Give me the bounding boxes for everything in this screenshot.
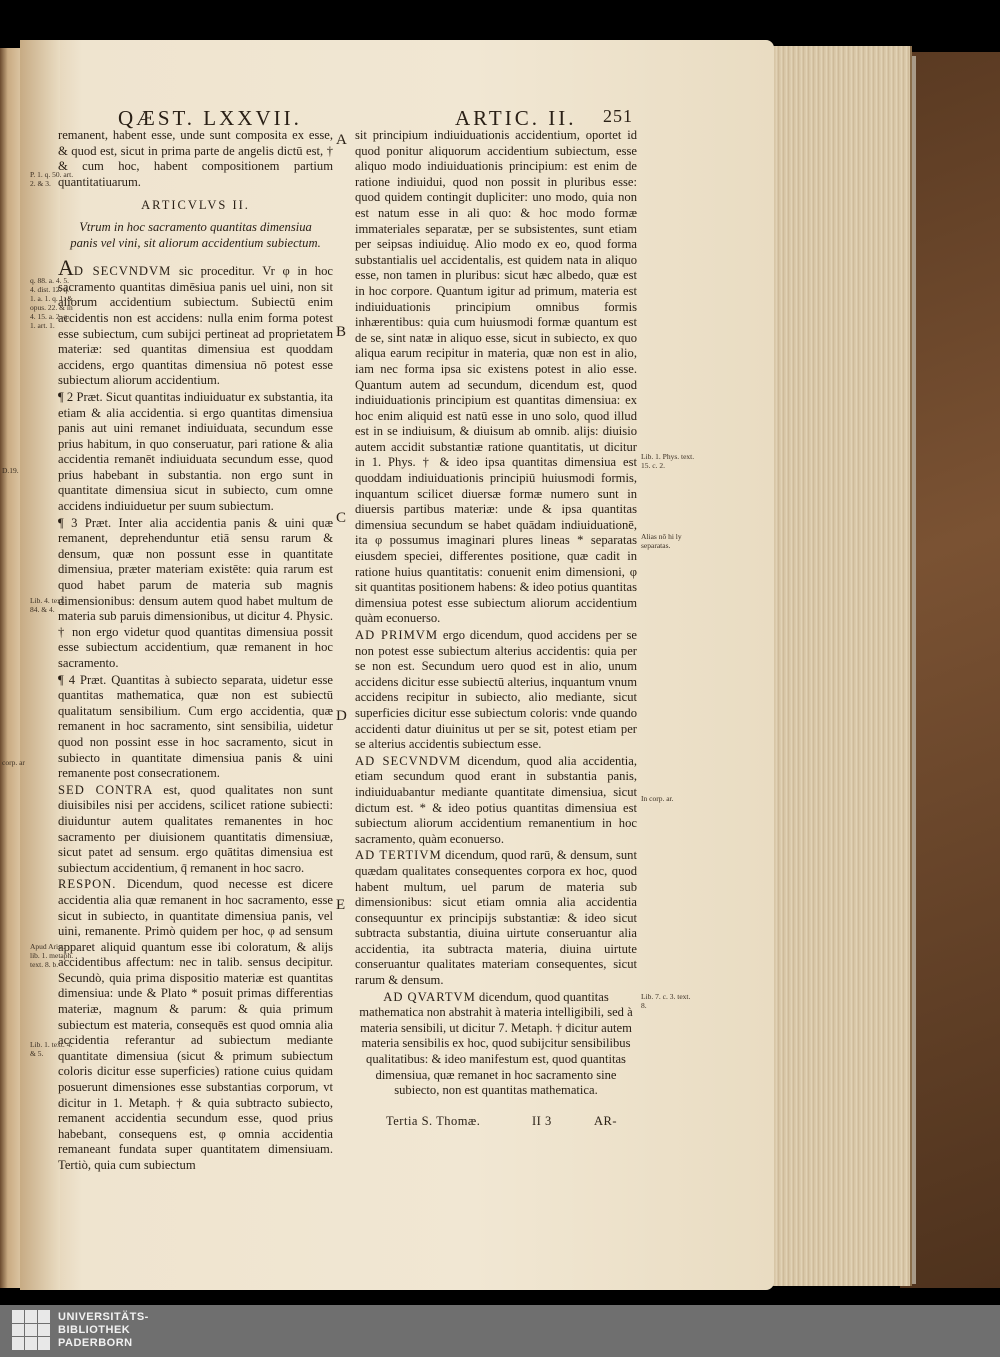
reply-1-label: AD PRIMVM [355, 628, 439, 642]
catchword: AR- [594, 1114, 618, 1128]
sliver-note: D.19. [2, 466, 19, 475]
right-text-column [355, 128, 637, 1100]
signature-line [386, 1114, 618, 1129]
objection-2: ¶ 2 Præt. Sicut quantitas indiuiduatur ex substantia, ita etiam & alia accidentia. si ergo quantitas dimensiua panis aut uini remanet indiuiduata, secundum esse prius habitum, in quo conseruatur, pari ratione & alia accidentia remanēt indiuiduata secundum esse, quod prius habebant in substantia. non ergo sunt in quantitate dimensiua sicut in subiecto, cum omne accidens indiuiduetur per suum subiectum. [58, 389, 333, 514]
reply-3-label: AD TERTIVM [355, 848, 442, 863]
initial-letter: A [58, 255, 74, 281]
margin-note: Alias nō hi ly separatas. [641, 532, 682, 550]
margin-note: Lib. 1. Phys. text. 15. c. 2. [641, 452, 695, 470]
book-title-footer: Tertia S. Thomæ. [386, 1114, 481, 1128]
margin-note: q. 88. a. 4. 5. 4. dist. 12. q. 1. a. 1. q. 1. & opus. 22. & in 4. 15. a. 2. q. 1. art. 1. [30, 276, 73, 330]
margin-note: Apud Arist. lib. 1. metaph. text. 8. b. [30, 942, 74, 969]
respondeo-text: Dicendum, quod necesse est dicere accidentia alia quæ remanent in hoc sacramento, esse sicut in subiecto, in quantitate dimensiua panis, vel uini, remanente. Primò quidem per hoc, φ ad sensum apparet aliquid quantum esse ibi coloratum, & alijs accidentibus affectum: nec in talib. sensus decipitur. Secundò, quia prima dispositio materiæ est quantitas dimensiua: unde & Plato * posuit primas differentias materiæ, magnum & parum: & quia primum subiectum est materia, consequēs est quod omnia alia accidentia referantur ad subiectum mediante quantitate dimensiua (sicut & primum subiectum coloris dicitur esse superficies) ratione cuius quidam posuerunt dimensiones esse substantias corporum, vt dicitur in 1. Metaph. † & quia subtracto subiecto, remanent accidentia secundum esse, quod prius habebant, consequens est, φ omnia accidentia remaneant fundata super quantitatem dimensiuam. Tertiò, quia cum subiectum [58, 877, 333, 1172]
section-letter: A [336, 132, 347, 148]
reply-3 [355, 848, 637, 988]
page-gutter [20, 40, 60, 1290]
objection-4: ¶ 4 Præt. Quantitas à subiecto separata, uidetur esse quantitas mathematica, quæ non est subiectū qualitatum sensibilium. Cum ergo accidentia, quæ remanent in hoc sacramento, sint sensibilia, uidetur quod non possint esse in hoc sacramento, sicut in subiecto in quantitate dimensiua panis & uini remanente post consecrationem. [58, 672, 333, 781]
reply-2-text: dicendum, quod alia accidentia, etiam secundum quod erant in substantia panis, indiuiduabantur mediante quantitate dimensiua, sicut dictum est. * & ideo potius quantitas dimensiua est subiectum aliorum accidentium remanentium in hoc sacramento, quàm econuerso. [355, 753, 637, 846]
logo-line-1: UNIVERSITÄTS- [58, 1310, 149, 1323]
logo-line-2: BIBLIOTHEK [58, 1323, 131, 1336]
reply-2-label: AD SECVNDVM [355, 753, 462, 768]
section-letter: B [336, 324, 347, 340]
library-logo-icon [12, 1310, 50, 1350]
folio-number: 251 [603, 106, 633, 126]
incipit-paragraph [58, 255, 334, 389]
library-logo [12, 1310, 149, 1350]
margin-note: Lib. 1. text. 4. & 5. [30, 1040, 73, 1058]
incipit-text: sic proceditur. Vr φ in hoc sacramento quantitas dimēsiua panis uel uini, non sit aliorum accidentium subiectum. Subiectū enim accidentis non est accidens: nulla enim forma potest esse subiectum, cum subijci pertineat ad proprietatem materiæ: sed quantitas dimensiua est quoddam accidens, ergo quantitas dimensiua nō potest esse subiectum aliorum accidentium. [58, 264, 334, 388]
reply-4-text: dicendum, quod quantitas mathematica non abstrahit à materia intelligibili, sed à materia sensibili, ut dicitur 7. Metaph. † dicitur autem materia sensibilis ex hoc, quod subijcitur sensibilibus qualitatibus: & ideo manifestum est, quod quantitas dimensiua, quæ remanet in hoc sacramento sine subiecto, non est quantitas mathematica. [359, 989, 633, 1098]
reply-1 [355, 628, 637, 753]
section-letter: C [336, 510, 347, 526]
reply-2 [355, 754, 637, 848]
margin-note: P. 1. q. 50. art. 2. & 3. [30, 170, 74, 188]
margin-note: Lib. 4. text. 84. & 4. [30, 596, 65, 614]
reply-4-label: AD QVARTVM [383, 989, 476, 1004]
logo-line-3: PADERBORN [58, 1336, 133, 1349]
sed-contra-label: SED CONTRA [58, 782, 154, 797]
sed-contra-paragraph [58, 783, 333, 877]
sed-contra-text: est, quod qualitates non sunt diuisibiles nisi per accidens, scilicet ratione subiecti: diuiduntur autem qualitates remanentes in hoc sacramento per diuisionem quantitatis dimensiuæ, sicut patet ad sensum. ergo quātitas dimensiua est subiectum accidentium, q̄ remanent in hoc sacro. [58, 782, 334, 875]
reply-1-text: ergo dicendum, quod accidens per se non potest esse subiectum alterius accidentis: quia per se non est. Secundum uero quod est in alio, unum accidens dicitur esse subiectū alterius, inquantum vnum accidens recipitur in subiecto, alio mediante, sicut superficies dicitur esse subiectum coloris: vnde quando accidenti datur diuinitus ut per se sit, potest etiam per se alterius accidentis subiectum esse. [355, 628, 637, 752]
page-block-edge [760, 46, 912, 1286]
margin-note: Lib. 7. c. 3. text. 8. [641, 992, 691, 1010]
objection-3: ¶ 3 Præt. Inter alia accidentia panis & uini quæ remanent, deprehenduntur etiā sensu rarum & densum, quæ non possunt esse in quantitate dimensiua, præter materiam existēte: quia rarum est quod habet parum de materia sub magnis dimensionibus: densum autem quod habet multum de materia sub paruis dimensionibus, ut dicitur 4. Physic. † non ergo videtur quod quantitas dimensiua possit esse subiectum accidentium, quæ remanent in hoc sacramento. [58, 515, 333, 670]
left-text-column [58, 128, 333, 1175]
section-letter: E [336, 897, 346, 913]
library-logo-text [58, 1311, 149, 1350]
signature-mark: II 3 [532, 1114, 552, 1128]
running-head-left: QÆST. LXXVII. [118, 106, 302, 130]
library-footer [0, 1305, 1000, 1357]
respondeo-paragraph [58, 877, 333, 1173]
reply-3-text: dicendum, quod rarū, & densum, sunt quædam qualitates consequentes corpora ex hoc, quod habent multum, uel parum de materia sub dimensionibus: sicut etiam omnia alia accidentia consequuntur ex principijs substantiæ: & ideo sicut subtracta substantia, diuina uirtute conseruantur alia accidentia, ita subtracta materia, diuina uirtute conseruantur qualitates materiam consequentes, sicut rarum & densum. [355, 848, 637, 988]
respondeo-label: RESPON. [58, 877, 117, 892]
sliver-note: corp. ar [2, 758, 25, 767]
article-question: Vtrum in hoc sacramento quantitas dimensiua panis vel vini, sit aliorum accidentium subiectum. [70, 219, 321, 250]
margin-note: In corp. ar. [641, 794, 674, 803]
opening-paragraph: remanent, habent esse, unde sunt composita ex esse, & quod est, sicut in prima parte de angelis dictū est, † & cum hoc, habent compositionem partium quantitatiuarum. [58, 128, 333, 189]
article-title: ARTICVLVS II. [141, 198, 250, 213]
reply-4 [355, 990, 637, 1099]
running-head-right: ARTIC. II. [455, 106, 577, 130]
section-letter: D [336, 708, 347, 724]
respondeo-continuation: sit principium indiuiduationis accidentium, oportet id quod ponitur aliquorum accidentium subiectum, esse aliquo modo indiuiduationis principium: est enim de ratione indiuidui, quod non possit in pluribus esse: quod quidem contingit dupliciter: uno modo, quia non est natum esse in ali quo: & hoc modo formæ immateriales separatæ, per se subsistentes, sunt etiam per seipsas indiuiduę. Alio modo ex eo, quod forma substantialis uel accidentalis, est quidem nata in aliquo esse, non tamen in pluribus: sicut hæc albedo, quæ est in hoc corpore. Quantum igitur ad primum, materia est indiuiduationis principium omnibus formis inhærentibus: quia cum huiusmodi formæ quantum est de se, sint natæ in aliquo esse, sicut in subiecto, ex quo aliqua earum recipitur in materia, quæ non est in alio, iam nec forma ipsa sic existens potest in alio esse. Quantum autem ad secundum, dicendum est, quod indiuiduationis principium est quantitas dimensiua: ex hoc enim aliquid est natū esse in uno solo, quod illud est in se indiuisum, & diuisum ab omnib. alijs: diuisio autem accidit substantiæ ratione quantitatis, ut dicitur in 1. Phys. † & ideo ipsa quantitas dimensiua est quoddam indiuiduationis principiū huiusmodi formis, inquantum scilicet diuersæ formæ numero sunt in diuersis partibus materiæ: unde & ipsa quantitas dimensiua secundum se habet quādam indiuiduationē, ita φ possumus imaginari plures lineas * separatas eiusdem speciei, differentes positione, quæ cadit in ratione huius quantitatis: conuenit enim dimensioni, φ sit quantitas positionem habens: & ideo potius quantitas dimensiua potest esse subiectum aliorum accidentium quàm econuerso. [355, 128, 637, 626]
incipit-small-caps: D SECVNDVM [73, 264, 172, 279]
